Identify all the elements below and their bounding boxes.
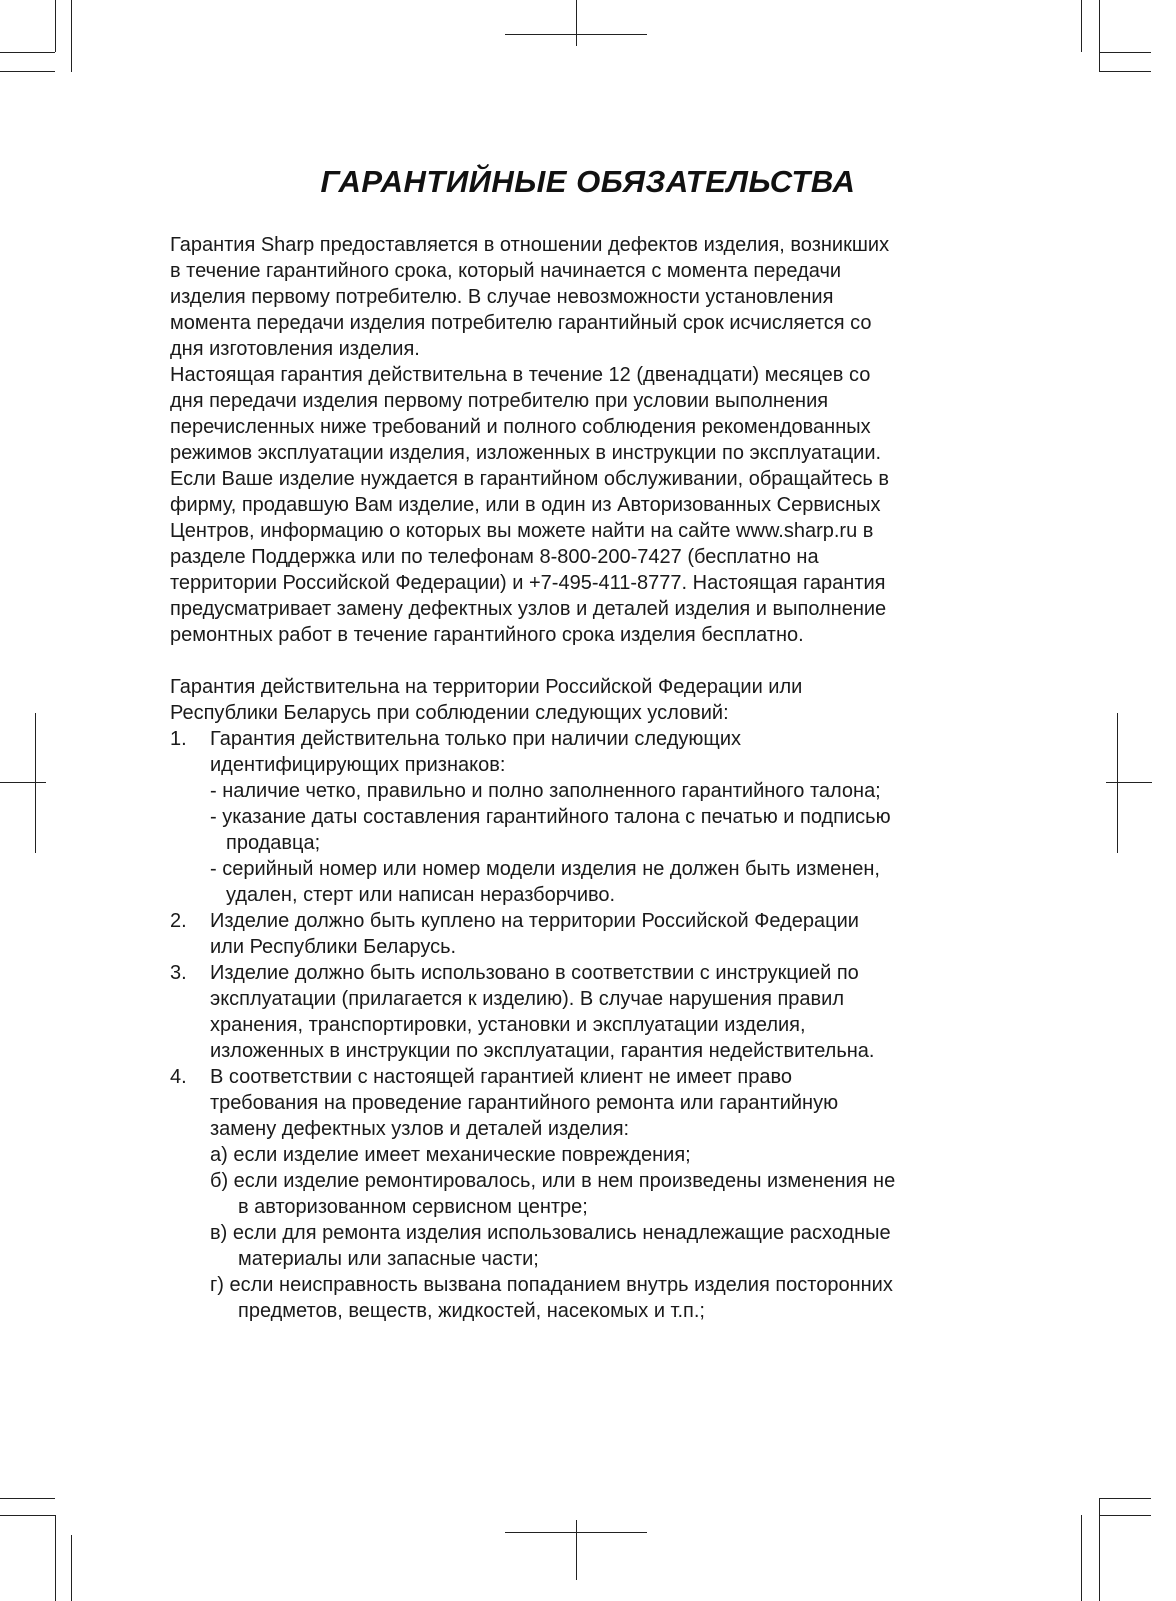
sub-item: - указание даты составления гарантийного талона с печатью и подписью [210,806,891,828]
condition-item-2 [170,908,1030,960]
text-line: фирму, продавшую Вам изделие, или в один из Авторизованных Сервисных [170,494,881,516]
text-line: изложенных в инструкции по эксплуатации, гарантия недействительна. [210,1040,875,1062]
condition-item-4 [170,1064,1030,1324]
text-line: В соответствии с настоящей гарантией клиент не имеет право [210,1066,792,1088]
text-line: территории Российской Федерации) и +7-495-411-8777. Настоящая гарантия [170,572,886,594]
sub-item: - серийный номер или номер модели изделия не должен быть изменен, [210,858,880,880]
sub-item: г) если неисправность вызвана попаданием внутрь изделия посторонних [210,1274,893,1296]
item-number: 1. [170,728,187,750]
text-line: разделе Поддержка или по телефонам 8-800-200-7427 (бесплатно на [170,546,819,568]
text-line: момента передачи изделия потребителю гарантийный срок исчисляется со [170,312,872,334]
sub-item: в авторизованном сервисном центре; [238,1196,588,1218]
intro-paragraph [170,232,1030,648]
text-line: эксплуатации (прилагается к изделию). В случае нарушения правил [210,988,845,1010]
conditions-intro [170,674,1030,726]
condition-item-3 [170,960,1030,1064]
text-line: изделия первому потребителю. В случае невозможности установления [170,286,834,308]
page-title: ГАРАНТИЙНЫЕ ОБЯЗАТЕЛЬСТВА [320,164,856,199]
text-line: перечисленных ниже требований и полного соблюдения рекомендованных [170,416,871,438]
item-number: 3. [170,962,187,984]
text-line: Гарантия действительна только при наличии следующих [210,728,741,750]
text-line: дня изготовления изделия. [170,338,420,360]
sub-item: удален, стерт или написан неразборчиво. [226,884,616,906]
sub-item: в) если для ремонта изделия использовались ненадлежащие расходные [210,1222,891,1244]
sub-item: - наличие четко, правильно и полно заполненного гарантийного талона; [210,780,881,802]
text-line: Гарантия Sharp предоставляется в отношении дефектов изделия, возникших [170,234,890,256]
text-line: Центров, информацию о которых вы можете найти на сайте www.sharp.ru в [170,520,874,542]
sub-item: материалы или запасные части; [238,1248,539,1270]
text-line: Изделие должно быть использовано в соответствии с инструкцией по [210,962,859,984]
sub-item: продавца; [226,832,321,854]
text-line: или Республики Беларусь. [210,936,457,958]
text-line: Настоящая гарантия действительна в течение 12 (двенадцати) месяцев со [170,364,871,386]
text-line: требования на проведение гарантийного ремонта или гарантийную [210,1092,839,1114]
text-line: предусматривает замену дефектных узлов и деталей изделия и выполнение [170,598,887,620]
text-line: Изделие должно быть куплено на территории Российской Федерации [210,910,859,932]
text-line: Если Ваше изделие нуждается в гарантийном обслуживании, обращайтесь в [170,468,889,490]
text-line: дня передачи изделия первому потребителю при условии выполнения [170,390,829,412]
item-number: 4. [170,1066,187,1088]
text-line: ремонтных работ в течение гарантийного срока изделия бесплатно. [170,624,804,646]
text-line: идентифицирующих признаков: [210,754,506,776]
sub-item: б) если изделие ремонтировалось, или в нем произведены изменения не [210,1170,896,1192]
text-line: в течение гарантийного срока, который начинается с момента передачи [170,260,842,282]
text-line: Гарантия действительна на территории Российской Федерации или [170,676,803,698]
sub-item: предметов, веществ, жидкостей, насекомых и т.п.; [238,1300,705,1322]
warranty-text [170,232,1030,1324]
item-number: 2. [170,910,187,932]
text-line: Республики Беларусь при соблюдении следующих условий: [170,702,729,724]
text-line: режимов эксплуатации изделия, изложенных в инструкции по эксплуатации. [170,442,882,464]
sub-item: а) если изделие имеет механические повреждения; [210,1144,691,1166]
text-line: замену дефектных узлов и деталей изделия: [210,1118,630,1140]
condition-item-1 [170,726,1030,908]
text-line: хранения, транспортировки, установки и эксплуатации изделия, [210,1014,806,1036]
